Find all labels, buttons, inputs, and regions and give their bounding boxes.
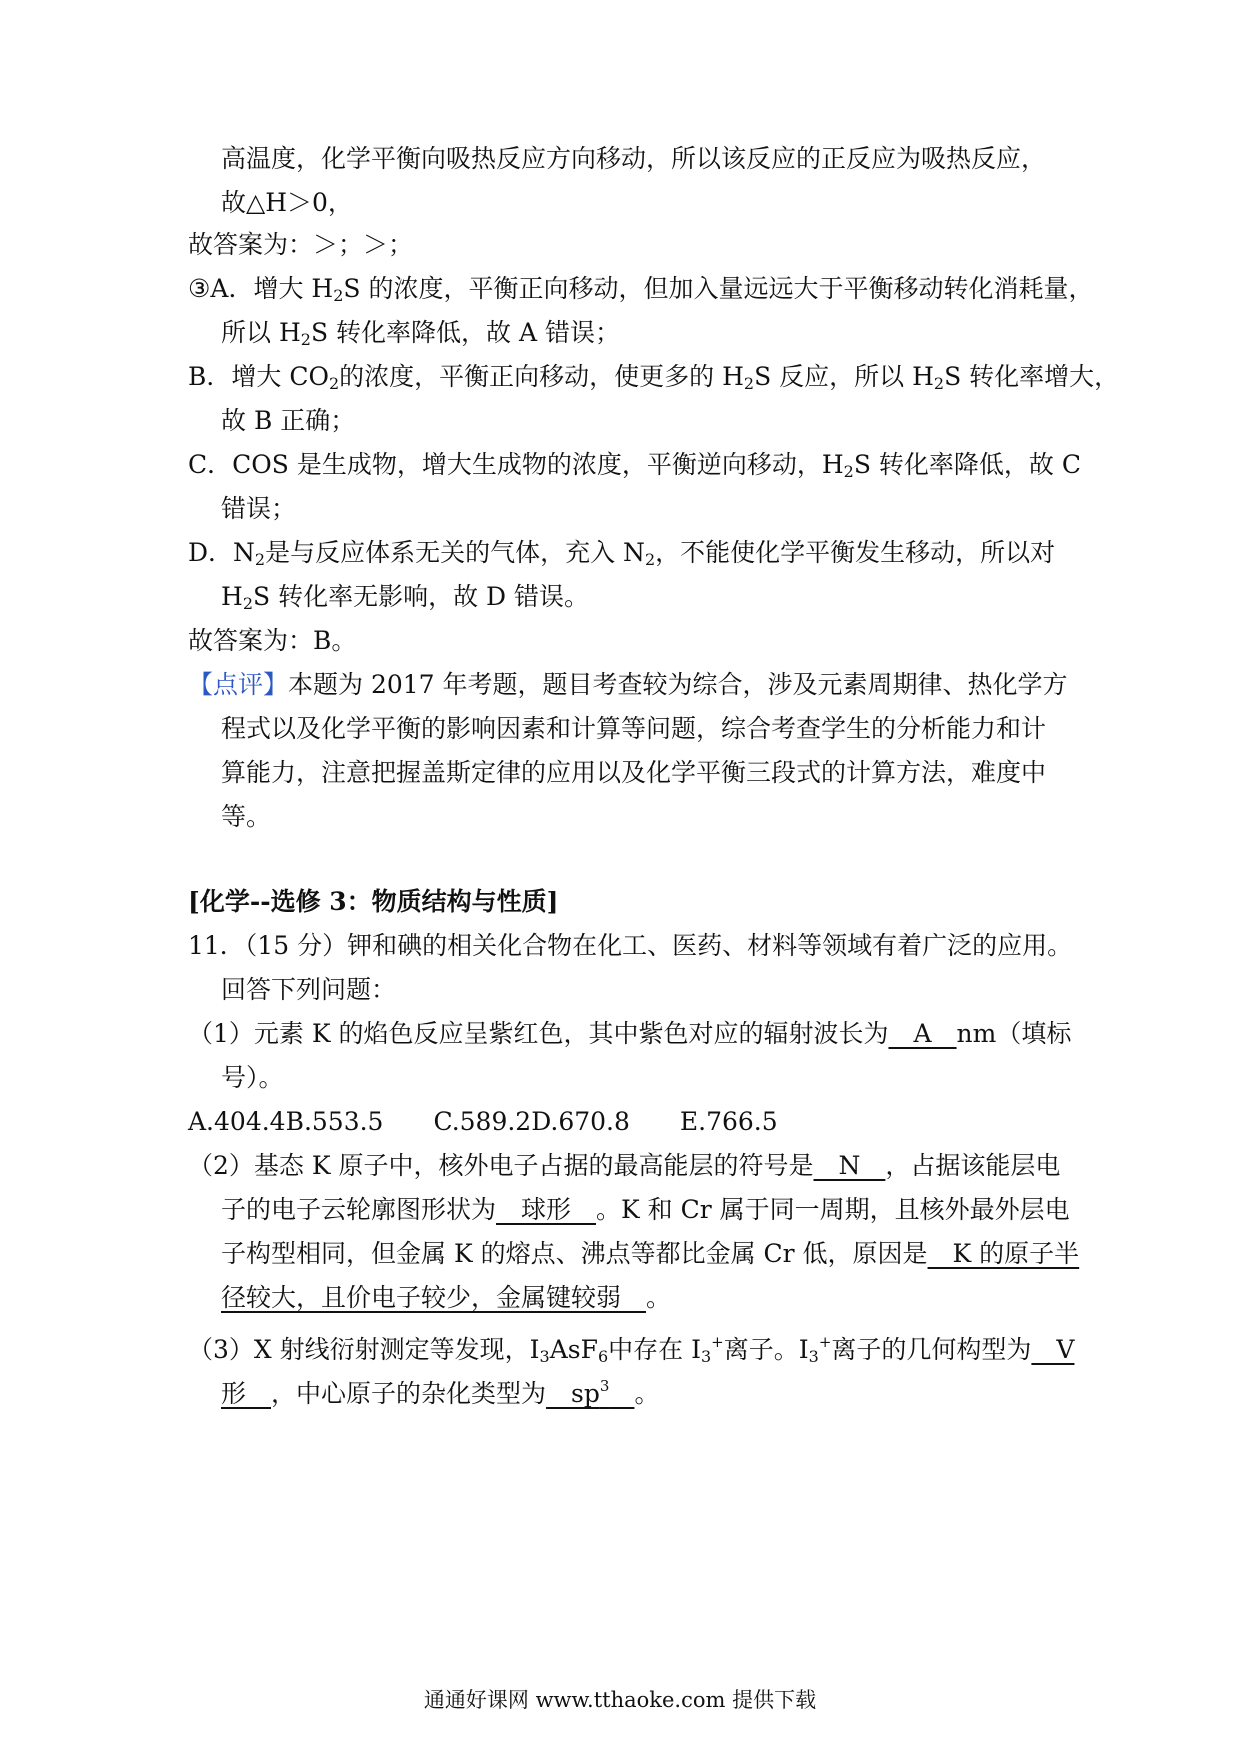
text-run: 。K 和 Cr 属于同一周期，且核外最外层电 — [596, 1195, 1070, 1224]
page-footer: 通通好课网 www.tthaoke.com 提供下载 — [423, 1688, 817, 1712]
superscript: + — [711, 1333, 724, 1351]
text-run: C．COS 是生成物，增大生成物的浓度，平衡逆向移动，H — [188, 450, 844, 479]
text-run: ，不能使化学平衡发生移动，所以对 — [655, 538, 1056, 567]
answer-text: sp — [546, 1379, 600, 1408]
text-run: （2）基态 K 原子中，核外电子占据的最高能层的符号是 — [188, 1151, 814, 1180]
text-run: ③A．增大 H — [188, 274, 334, 303]
text-run: 。 — [646, 1283, 672, 1312]
text-run: 是与反应体系无关的气体，充入 N — [265, 538, 645, 567]
subscript: 2 — [933, 374, 945, 393]
comment-line — [188, 668, 1068, 702]
text-run: 的浓度，平衡正向移动，使更多的 H — [339, 362, 744, 391]
text-line — [221, 1281, 671, 1315]
text-run: 中存在 I — [608, 1335, 701, 1364]
text-line: 算能力，注意把握盖斯定律的应用以及化学平衡三段式的计算方法，难度中 — [221, 758, 1047, 787]
text-line — [188, 272, 1093, 313]
text-run: S 的浓度，平衡正向移动，但加入量远远大于平衡移动转化消耗量， — [343, 274, 1094, 303]
subscript: 2 — [644, 550, 656, 569]
text-run: AsF — [549, 1335, 598, 1364]
subscript: 2 — [300, 330, 311, 349]
text-line — [188, 536, 1055, 577]
text-line — [188, 1325, 1074, 1374]
subscript: 6 — [597, 1347, 609, 1366]
text-run: 本题为 2017 年考题，题目考查较为综合，涉及元素周期律、热化学方 — [288, 670, 1068, 699]
text-run: ，占据该能层电 — [885, 1151, 1061, 1180]
text-line: 高温度，化学平衡向吸热反应方向移动，所以该反应的正反应为吸热反应， — [221, 144, 1047, 173]
text-run: 离子的几何构型为 — [831, 1335, 1032, 1364]
text-line — [221, 1193, 1070, 1227]
text-run: 子构型相同，但金属 K 的熔点、沸点等都比金属 Cr 低，原因是 — [221, 1239, 928, 1268]
text-line: 回答下列问题： — [221, 975, 397, 1004]
answer-blank: A — [888, 1019, 957, 1048]
answer-blank: K 的原子半 — [927, 1239, 1080, 1268]
text-run: （1）元素 K 的焰色反应呈紫红色，其中紫色对应的辐射波长为 — [188, 1019, 889, 1048]
subscript: 2 — [328, 374, 340, 393]
subscript: 3 — [808, 1347, 819, 1366]
subscript: 2 — [843, 462, 854, 481]
subscript: 3 — [539, 1347, 550, 1366]
text-line: 号）。 — [221, 1063, 284, 1092]
text-line — [188, 360, 1119, 401]
comment-tag: 【点评】 — [188, 670, 289, 699]
text-line — [221, 1237, 1079, 1271]
subscript: 2 — [242, 594, 253, 613]
text-run: D．N — [188, 538, 255, 567]
section-heading: [化学--选修 3：物质结构与性质] — [188, 887, 559, 916]
answer-blank: N — [813, 1151, 886, 1180]
answer-blank — [546, 1379, 634, 1408]
text-line: 故答案为：B。 — [188, 626, 357, 655]
answer-blank: 形 — [221, 1379, 272, 1408]
text-line: 故 B 正确； — [221, 406, 356, 435]
text-run: B．增大 CO — [188, 362, 329, 391]
text-line: 错误； — [221, 494, 297, 523]
superscript: + — [818, 1333, 832, 1351]
text-line: 故△H＞0， — [221, 188, 353, 217]
text-run: nm（填标 — [956, 1019, 1072, 1048]
answer-blank: 径较大，且价电子较少，金属键较弱 — [221, 1283, 647, 1312]
text-line: 故答案为：＞；＞； — [188, 230, 414, 259]
text-line — [188, 1149, 1060, 1183]
text-run: （3）X 射线衍射测定等发现，I — [188, 1335, 540, 1364]
text-run: S 转化率降低，故 C — [853, 450, 1081, 479]
question-title: 11．（15 分）钾和碘的相关化合物在化工、医药、材料等领域有着广泛的应用。 — [188, 931, 1073, 960]
text-run: ，中心原子的杂化类型为 — [271, 1379, 547, 1408]
text-line: 等。 — [221, 802, 272, 831]
text-line — [221, 316, 620, 357]
text-run: S 转化率无影响，故 D 错误。 — [253, 582, 590, 611]
text-run: 所以 H — [221, 318, 301, 347]
answer-blank: 球形 — [496, 1195, 597, 1224]
subscript: 2 — [333, 286, 344, 305]
text-run: S 转化率降低，故 A 错误； — [310, 318, 620, 347]
text-run: 子的电子云轮廓图形状为 — [221, 1195, 497, 1224]
text-run: 。 — [634, 1379, 660, 1408]
options-line: A.404.4B.553.5 C.589.2D.670.8 E.766.5 — [188, 1107, 778, 1136]
subscript: 2 — [254, 550, 266, 569]
subscript: 2 — [743, 374, 755, 393]
text-run: S 反应，所以 H — [754, 362, 934, 391]
text-run: 离子。I — [723, 1335, 809, 1364]
text-line: 程式以及化学平衡的影响因素和计算等问题，综合考查学生的分析能力和计 — [221, 714, 1047, 743]
text-line — [188, 1017, 1071, 1051]
text-line — [188, 448, 1081, 489]
answer-blank: V — [1031, 1335, 1075, 1364]
answer-text — [609, 1379, 634, 1408]
subscript: 3 — [700, 1347, 712, 1366]
superscript: 3 — [599, 1377, 610, 1395]
text-line — [221, 1369, 659, 1411]
text-run: H — [221, 582, 243, 611]
text-run: S 转化率增大， — [944, 362, 1120, 391]
text-line — [221, 580, 589, 621]
